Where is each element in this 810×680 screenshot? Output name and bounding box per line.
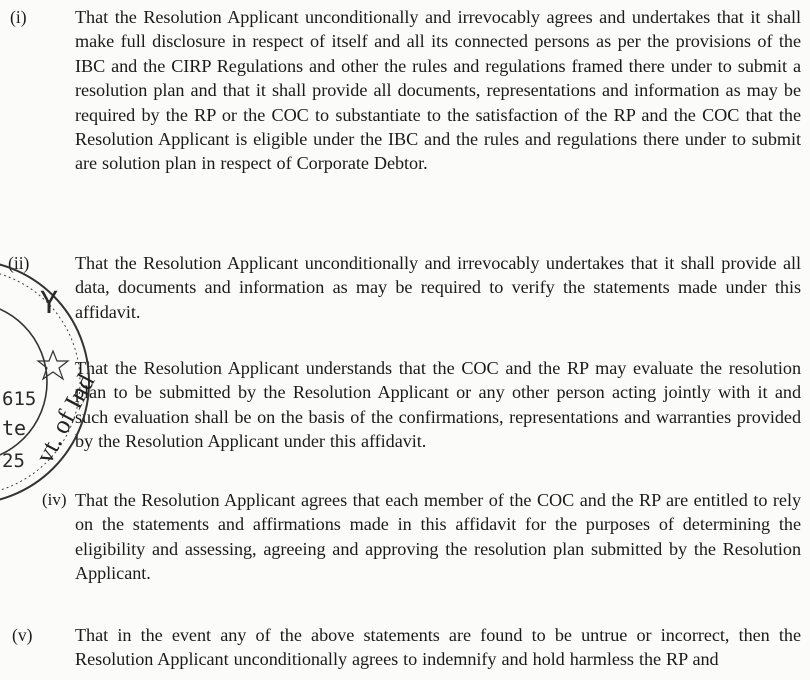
clause-text: That in the event any of the above statements are found to be untrue or incorrect, then the Resolution Applicant unconditionally agrees to indemnify and hold harmless the RP and	[75, 625, 801, 670]
seal-year: 25	[2, 450, 25, 472]
clause-text: That the Resolution Applicant understands that the COC and the RP may evaluate the resolution plan to be submitted by the Resolution Applicant or any other person acting jointly with it and such evaluation shall be on the basis of the confirmations, representations and warranties provided by the Resolution Applicant under this affidavit.	[75, 358, 801, 452]
seal-text: te	[2, 416, 27, 440]
clause-number: (i)	[10, 7, 27, 27]
clause-number: (ii)	[8, 253, 30, 273]
seal-arc-text: vt. of Ind	[29, 369, 95, 468]
clause-text: That the Resolution Applicant agrees that each member of the COC and the RP are entitled to rely on the statements and affirmations made in this affidavit for the purposes of determining the eligibility and assessing, agreeing and approving the resolution plan submitted by the Resolution Applicant.	[75, 490, 801, 584]
clause-text: That the Resolution Applicant unconditionally and irrevocably undertakes that it shall provide all data, documents and information as may be required to verify the statements made under this affidavit.	[75, 253, 801, 322]
seal-letter: Y	[40, 286, 59, 321]
clause-text: That the Resolution Applicant unconditionally and irrevocably agrees and undertakes that it shall make full disclosure in respect of itself and all its connected persons as per the provisions of the IBC and the CIRP Regulations and other the rules and regulations framed there under to submit a resolution plan and that it shall provide all documents, representations and information as may be required by the RP or the COC to substantiate to the satisfaction of the RP and the COC that the Resolution Applicant is eligible under the IBC and the rules and regulations there under to submit are solution plan in respect of Corporate Debtor.	[75, 7, 801, 174]
seal-number: 615	[2, 388, 37, 410]
clause-number: (v)	[12, 625, 33, 645]
clause-number: (iv)	[42, 490, 67, 509]
